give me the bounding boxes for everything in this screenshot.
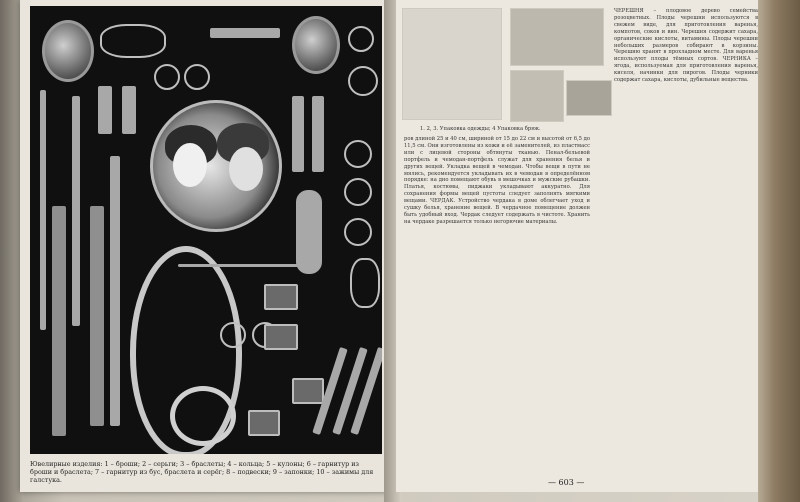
ring-icon [348, 66, 378, 96]
cufflink-icon [292, 378, 324, 404]
page-number: — 603 — [548, 478, 585, 487]
woman-face-icon [229, 147, 263, 191]
ring-icon [344, 140, 372, 168]
woman-face-icon [173, 143, 207, 187]
cameo-brooch-icon [42, 20, 94, 82]
cufflink-icon [264, 284, 298, 310]
brooch-icon [100, 24, 166, 58]
figure-caption: 1. 2, 3. Упаковка одежды; 4 Упаковка брюк. [420, 126, 541, 132]
clothing-packing-image [510, 8, 604, 66]
portrait-medallion [150, 100, 282, 232]
pendant-icon [220, 322, 246, 348]
cufflink-icon [264, 324, 298, 350]
pendant-earring-icon [312, 96, 324, 172]
link-bracelet-icon [90, 206, 104, 426]
earring-icon [98, 86, 112, 134]
right-book-edge [758, 0, 800, 502]
bar-brooch-icon [210, 28, 280, 38]
ring-icon [344, 218, 372, 246]
left-book-edge [0, 0, 22, 502]
ring-icon [344, 178, 372, 206]
clothing-packing-image [510, 70, 564, 122]
chain-bracelet-icon [40, 90, 46, 330]
text-column: ЧЕРЕШНЯ – плодовое дерево семейства розоцветных. Плоды черешни используются в свежем виде, для приготовления варенья, компотов, соков и вин. Черешня содержит сахара, органические кислоты, витамины. Плоды черешни небольших размеров собирают в корзины. Черешню хранят в прохладном месте. Для варенья используют плоды тёмных сортов. ЧЕРНИКА – ягода, используемая для приготовления варенья, киселя, начинки для пирогов. Плоды черники содержат сахара, кислоты, дубильные вещества. [614, 8, 758, 84]
pendant-necklace-icon [296, 190, 322, 274]
ring-icon [184, 64, 210, 90]
pendant-earring-icon [292, 96, 304, 172]
link-bracelet-icon [110, 156, 120, 426]
chain-bracelet-icon [72, 96, 80, 326]
text-column: ров длиной 25 и 40 см, шириной от 15 до 22 см и высотой от 6,5 до 11,5 см. Они изготовлены из кожи и её заменителей, из пластмасс или с лицевой стороны обтянуты тканью. Пенал-бельевой портфель и чемодан-портфель служат для хранения белья и других вещей. Укладка вещей в чемодан. Чтобы вещи в пути не мялись, рекомендуется укладывать их в чемодан в определённом порядке: на дно помещают обувь в мешочках и мужские рубашки. Платья, костюмы, пиджаки укладывают аккуратно. Для сохранения формы вещей пустоты следует заполнять мягкими вещами. ЧЕРДАК. Устройство чердака в доме облегчает уход и сушку белья, хранение вещей. В чердачное помещение должен быть удобный вход. Чердак следует содержать в чистоте. Хранить на чердаке разрешается только негорючие материалы. [404, 136, 590, 225]
link-bracelet-icon [52, 206, 66, 436]
cufflink-icon [248, 410, 280, 436]
ring-icon [154, 64, 180, 90]
cameo-brooch-icon [292, 16, 340, 74]
clothing-packing-image [402, 8, 502, 120]
earring-icon [348, 26, 374, 52]
jewelry-plate [30, 6, 382, 454]
trousers-packing-image [566, 80, 612, 116]
bracelet-icon [170, 386, 236, 446]
necklace-chain-icon [178, 264, 298, 267]
plate-caption: Ювелирные изделия: 1 – броши; 2 – серьги; 3 – браслеты; 4 – кольца; 5 – кулоны; 6 – гарнитур из броши и браслета; 7 – гарнитур из бус, браслета и серёг; 8 – подвески; 9 – запонки; 10 – зажимы для галстука. [30, 460, 374, 484]
earring-icon [122, 86, 136, 134]
pendant-icon [350, 258, 380, 308]
